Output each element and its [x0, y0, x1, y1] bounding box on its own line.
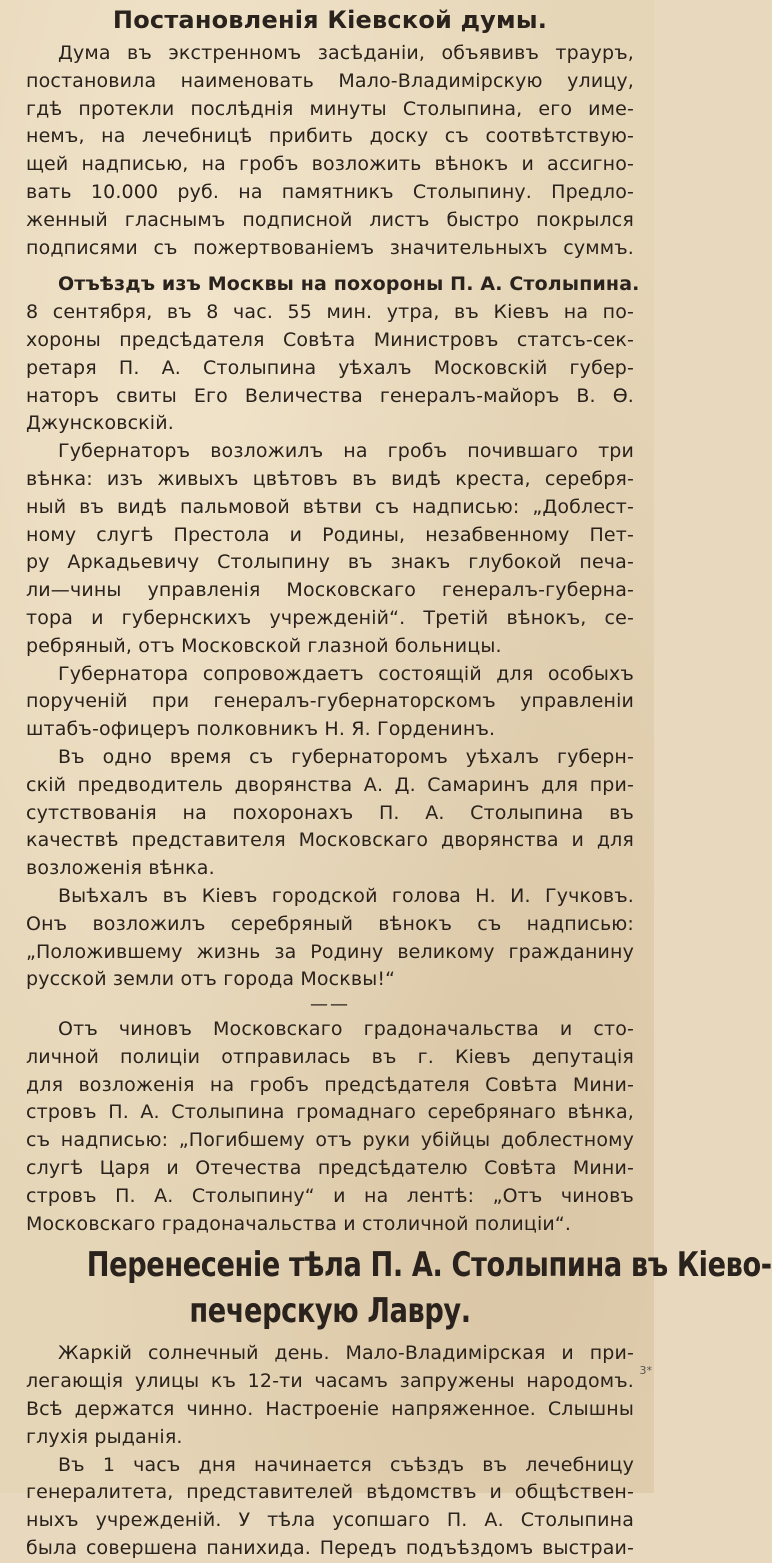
text-line: Въ 1 часъ дня начинается съѣздъ въ лечебницу [58, 1453, 634, 1476]
text-line: хороны предсѣдателя Совѣта Министровъ статсъ-сек- [26, 328, 634, 351]
text-line: Отъ чиновъ Московскаго градоначальства и сто- [58, 1018, 634, 1041]
text-line: женный гласнымъ подписной листъ быстро покрылся [26, 208, 634, 231]
text-line: слугѣ Царя и Отечества предсѣдателю Совѣта Мини- [26, 1157, 634, 1180]
text-line: немъ, на лечебницѣ прибить доску съ соотвѣтствую- [26, 125, 634, 148]
text-line: вать 10.000 руб. на памятникъ Столыпину. Предло- [26, 180, 634, 203]
text-line: глухія рыданія. [26, 1425, 183, 1448]
text-line: гдѣ протекли послѣднія минуты Столыпина, его име- [26, 97, 634, 120]
text-line: личной полиціи отправилась въ г. Кіевъ депутація [26, 1045, 634, 1068]
text-line: Губернаторъ возложилъ на гробъ почившаго три [58, 440, 634, 463]
text-line: была совершена панихида. Передъ подъѣздомъ выстраи- [26, 1537, 634, 1560]
text-line: Всѣ держатся чинно. Настроеніе напряженное. Слышны [26, 1398, 634, 1421]
text-line: постановила наименовать Мало-Владимірскую улицу, [26, 69, 634, 92]
heading-departure-from-moscow: Отъѣздъ изъ Москвы на похороны П. А. Столыпина. [58, 273, 640, 296]
paragraph-samarin [26, 744, 634, 883]
text-line: сутствованія на похоронахъ П. А. Столыпина въ [26, 801, 634, 824]
text-line: ли—чины управленія Московскаго генералъ-губерна- [26, 579, 634, 602]
text-line: щей надписью, на гробъ возложить вѣнокъ и ассигно- [26, 153, 634, 176]
heading-line: печерскую Лавру. [189, 1291, 471, 1332]
paragraph-hot-day [26, 1340, 634, 1451]
heading-line: Перенесеніе тѣла П. А. Столыпина въ Кіево- [86, 1245, 772, 1286]
text-line: Въ одно время съ губернаторомъ уѣхалъ губерн- [58, 745, 634, 768]
text-line: штабъ-офицеръ полковникъ Н. Я. Горденинъ. [26, 718, 496, 741]
text-line: легающія улицы къ 12-ти часамъ запружены народомъ. [26, 1370, 634, 1393]
section-separator: —— [310, 994, 350, 1016]
margin-mark: 3* [639, 1364, 652, 1377]
paragraph-police-deputation [26, 1016, 634, 1238]
heading-kiev-duma: Постановленія Кіевской думы. [112, 6, 548, 34]
heading-transfer-of-body [26, 1242, 772, 1334]
text-line: ныхъ учрежденій. У тѣла усопшаго П. А. Столыпина [26, 1509, 634, 1532]
text-line: стровъ П. А. Столыпину“ и на лентѣ: „Отъ чиновъ [26, 1184, 634, 1207]
text-line: Онъ возложилъ серебряный вѣнокъ съ надписью: [26, 912, 634, 935]
text-line: Жаркій солнечный день. Мало-Владимірская и при- [58, 1342, 634, 1365]
paragraph-wreaths [26, 438, 634, 660]
text-line: Джунсковскій. [26, 412, 174, 435]
text-line: генералитета, представителей вѣдомствъ и общѣствен- [26, 1481, 634, 1504]
text-line: Губернатора сопровождаетъ состоящій для особыхъ [58, 662, 634, 685]
text-line: ретаря П. А. Столыпина уѣхалъ Московскій губер- [26, 356, 634, 379]
text-line: стровъ П. А. Столыпина громаднаго серебрянаго вѣнка, [26, 1101, 634, 1124]
text-line: наторъ свиты Его Величества генералъ-майоръ В. Ѳ. [26, 384, 634, 407]
text-line: вѣнка: изъ живыхъ цвѣтовъ въ видѣ креста, серебря- [26, 467, 634, 490]
paragraph-guchkov [26, 883, 634, 994]
paragraph-duma-resolution [26, 40, 634, 262]
text-line: Дума въ экстренномъ засѣданіи, объявивъ трауръ, [58, 42, 634, 64]
paragraph-arrival [26, 1452, 634, 1563]
text-line: скій предводитель дворянства А. Д. Самаринъ для при- [26, 773, 634, 796]
text-line: русской земли отъ города Москвы!“ [26, 968, 396, 991]
text-line: Московскаго градоначальства и столичной полиціи“. [26, 1212, 572, 1235]
text-line: качествѣ представителя Московскаго дворянства и для [26, 829, 634, 852]
text-line: подписями съ пожертвованіемъ значительныхъ суммъ. [26, 236, 634, 259]
text-line: тора и губернскихъ учрежденій“. Третій вѣнокъ, се- [26, 606, 634, 629]
text-line: „Положившему жизнь за Родину великому гражданину [26, 940, 634, 963]
text-line: ному слугѣ Престола и Родины, незабвенному Пет- [26, 523, 634, 546]
text-line: Выѣхалъ въ Кіевъ городской голова Н. И. Гучковъ. [58, 884, 634, 907]
text-line: ру Аркадьевичу Столыпину въ знакъ глубокой печа- [26, 551, 634, 574]
text-line: ный въ видѣ пальмовой вѣтви съ надписью: „Доблест- [26, 495, 634, 518]
text-line: ребряный, отъ Московской глазной больницы. [26, 634, 502, 657]
text-line: 8 сентября, въ 8 час. 55 мин. утра, въ Кіевъ на по- [26, 301, 634, 324]
text-line: возложенія вѣнка. [26, 857, 215, 880]
text-line: для возложенія на гробъ предсѣдателя Совѣта Мини- [26, 1073, 634, 1096]
text-line: съ надписью: „Погибшему отъ руки убійцы доблестному [26, 1129, 634, 1152]
paragraph-escort [26, 661, 634, 744]
text-line: порученій при генералъ-губернаторскомъ управленіи [26, 690, 634, 713]
paragraph-departure [26, 299, 634, 438]
